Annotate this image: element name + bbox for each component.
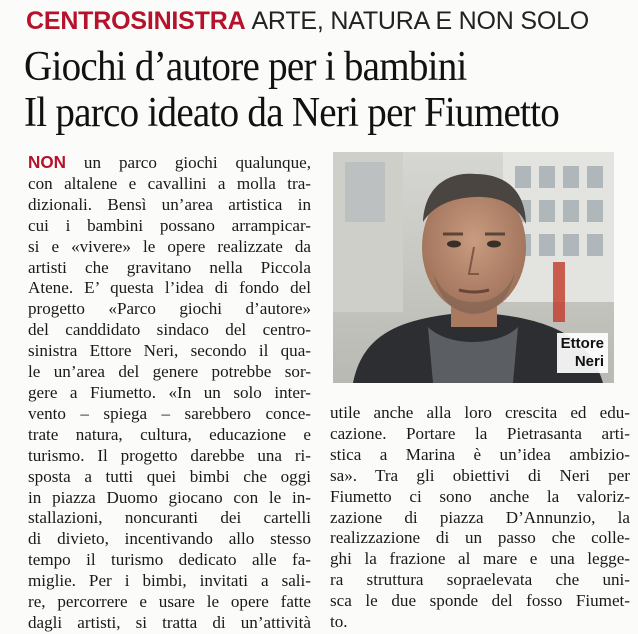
article-line [28,508,311,529]
article-line-text: le un’area del genere potrebbe sor- [28,362,311,382]
article-line [330,508,630,529]
article-line-text: si e «vivere» le opere realizzate da [28,236,311,256]
article-line-text: progetto «Parco giochi d’autore» [28,299,311,319]
article-line [28,571,311,592]
article-line [330,424,630,445]
article-line-text: in piazza Duomo giocano con le in- [28,487,311,507]
article-line-text: un parco giochi qualunque, [66,153,311,172]
article-line-text: trate natura, cultura, educazione e [28,424,311,444]
article-line-text: re, percorrere e usare le opere fatte [28,592,311,612]
article-line [28,383,311,404]
article-line [28,362,311,383]
article-line-text: cazione. Portare la Pietrasanta arti- [330,423,630,443]
section-label: CENTROSINISTRA [26,7,246,35]
caption-first-name: Ettore [560,335,604,352]
photo-caption [557,333,608,373]
article-line-text: tempo il turismo dedicato alle fa- [28,550,311,570]
article-line [330,403,630,424]
article-line-text: vento – spiega – sarebbero conce- [28,403,311,423]
article-line-text: dizionali. Bensì un’area artistica in [28,194,311,214]
article-line-text: Fiumetto ci sono anche la valoriz- [330,486,630,506]
article-line [28,613,311,634]
article-line-text: turismo. Il progetto darebbe una ri- [28,445,311,465]
article-line [28,446,311,467]
headline-line-2: Il parco ideato da Neri per Fiumetto [24,90,560,136]
article-line-text: artisti che gravitano nella Piccola [28,257,311,277]
article-line [28,278,311,299]
article-line [330,591,630,612]
article-line [28,341,311,362]
article-line [28,404,311,425]
article-line-text: utile anche alla loro crescita ed edu- [330,403,630,422]
article-line [28,550,311,571]
topic-label: ARTE, NATURA E NON SOLO [251,7,590,35]
article-line [28,467,311,488]
article-line-text: to. [330,612,348,632]
article-line-text: Atene. E’ questa l’idea di fondo del [28,278,311,298]
article-line-text: ra struttura sopraelevata che uni- [330,570,630,590]
headline [24,44,591,136]
article-line-text: di divieto, incentivando allo stesso [28,529,311,549]
headline-line-1: Giochi d’autore per i bambini [24,44,467,90]
article-column-right [330,403,630,633]
article-line-text: con altalene e cavallini a molla tra- [28,173,311,193]
article-line [330,466,630,487]
article-line-text: stallazioni, noncuranti dei cartelli [28,508,311,528]
article-line [28,299,311,320]
article-line-text: gere a Fiumetto. «In un solo inter- [28,382,311,402]
article-line-text: miglie. Per i bimbi, invitati a sali- [28,571,311,591]
portrait-photo [333,152,614,383]
article-line [28,592,311,613]
article-line-text: sa». Tra gli obiettivi di Neri per [330,465,630,485]
article-line [28,216,311,237]
article-line-text: ghi la frazione al mare e una legge- [330,549,630,569]
article-line-text: zazione di piazza D’Annunzio, la [330,507,630,527]
kicker [26,6,589,36]
article-line-text: dagli artisti, si tratta di un’attività [28,612,311,632]
article-line-text: del canddidato sindaco del centro- [28,320,311,340]
article-line [28,488,311,509]
article-line [330,528,630,549]
article-line [28,237,311,258]
article-line-text: cui i bambini possano arrampicar- [28,215,311,235]
dropcap: NON [28,153,66,172]
article-line-text: realizzazione di un passo che colle- [330,528,630,548]
article-line [330,570,630,591]
caption-last-name: Neri [574,353,604,370]
article-line [28,195,311,216]
article-line-text: sca le due sponde del fosso Fiumet- [330,591,630,611]
article-line [28,174,311,195]
article-line [28,529,311,550]
article-line [28,153,311,174]
article-line [330,445,630,466]
article-line-text: sinistra Ettore Neri, secondo il qua- [28,341,311,361]
article-line-text: sposta a tutti quei bimbi che oggi [28,466,311,486]
article-line-text: stica a Marina è un’idea ambiziо- [330,444,630,464]
article-line [28,320,311,341]
article-column-left [28,153,311,634]
article-line [330,549,630,570]
article-line [28,425,311,446]
article-line [330,487,630,508]
article-line [28,258,311,279]
